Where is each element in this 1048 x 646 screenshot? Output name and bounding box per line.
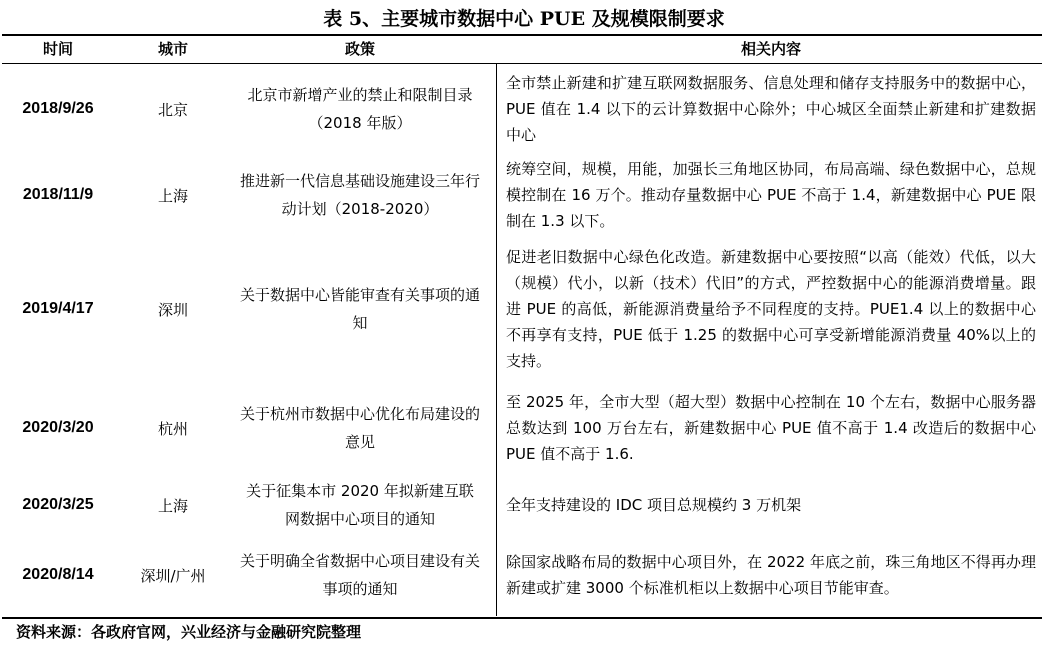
table-title: 表 5、主要城市数据中心 PUE 及规模限制要求 — [323, 8, 725, 30]
row-date: 2020/8/14 — [22, 566, 94, 583]
row-policy-text: 关于杭州市数据中心优化布局建设的意见 — [240, 405, 481, 451]
row-city: 上海 — [157, 496, 188, 515]
row-policy-text: 关于数据中心皆能审查有关事项的通知 — [240, 286, 481, 332]
row-content-text: 促进老旧数据中心绿色化改造。新建数据中心要按照“以高（能效）代低，以大（规模）代小，以新（技术）代旧”的方式，严控数据中心的能源消费增量。跟进 PUE 的高低，新能源消费量给予不同程度的支持。PUE1.4 以上的数据中心不再享有支持，PUE 低于 1.25 的数据中心可享受新增能源消费量 40%以上的支持。 — [506, 248, 1036, 370]
header-city: 城市 — [157, 40, 188, 58]
bottom-rule — [2, 617, 1042, 619]
row-content-text: 统筹空间，规模，用能，加强长三角地区协同，布局高端、绿色数据中心，总规模控制在 16 万个。推动存量数据中心 PUE 不高于 1.4，新建数据中心 PUE 限制在 1.3 以下。 — [506, 160, 1036, 230]
source-note: 资料来源：各政府官网，兴业经济与金融研究院整理 — [16, 623, 362, 641]
table-row — [2, 66, 1042, 152]
row-date: 2019/4/17 — [22, 300, 94, 317]
row-content-text: 全市禁止新建和扩建互联网数据服务、信息处理和储存支持服务中的数据中心，PUE 值在 1.4 以下的云计算数据中心除外；中心城区全面禁止新建和扩建数据中心 — [506, 74, 1036, 144]
row-city: 北京 — [157, 100, 188, 119]
row-policy — [240, 534, 480, 616]
row-content — [506, 380, 1036, 476]
table-row — [2, 534, 1042, 616]
table-row — [2, 380, 1042, 476]
row-city: 上海 — [157, 186, 188, 205]
row-content-text: 全年支持建设的 IDC 项目总规模约 3 万机架 — [506, 496, 802, 514]
row-city: 深圳/广州 — [140, 566, 206, 585]
row-city: 深圳 — [157, 300, 188, 319]
header-content: 相关内容 — [740, 40, 801, 58]
header-rule — [2, 63, 1042, 64]
row-date: 2018/9/26 — [22, 100, 94, 117]
row-policy — [240, 238, 480, 380]
row-content-text: 除国家战略布局的数据中心项目外，在 2022 年底之前，珠三角地区不得再办理新建或扩建 3000 个标准机柜以上数据中心项目节能审查。 — [506, 553, 1036, 597]
row-content-text: 至 2025 年，全市大型（超大型）数据中心控制在 10 个左右，数据中心服务器总数达到 100 万台左右，新建数据中心 PUE 值不高于 1.4 改造后的数据中心 PUE 值不高于 1.6. — [506, 393, 1036, 463]
row-policy — [240, 476, 480, 534]
row-policy — [240, 380, 480, 476]
row-content — [506, 152, 1036, 238]
row-policy — [240, 66, 480, 152]
row-content — [506, 534, 1036, 616]
row-date: 2020/3/20 — [22, 419, 94, 436]
row-policy-text: 北京市新增产业的禁止和限制目录（2018 年版） — [247, 86, 473, 132]
row-content — [506, 476, 1036, 534]
header-date: 时间 — [42, 40, 73, 58]
table-row — [2, 238, 1042, 380]
row-policy-text: 关于征集本市 2020 年拟新建互联网数据中心项目的通知 — [246, 482, 474, 528]
row-date: 2020/3/25 — [22, 496, 94, 513]
row-date: 2018/11/9 — [22, 186, 94, 203]
table-row — [2, 476, 1042, 534]
row-policy-text: 关于明确全省数据中心项目建设有关事项的通知 — [240, 552, 481, 598]
table-row — [2, 152, 1042, 238]
row-policy-text: 推进新一代信息基础设施建设三年行动计划（2018-2020） — [240, 172, 481, 218]
row-content — [506, 66, 1036, 152]
row-policy — [240, 152, 480, 238]
row-city: 杭州 — [157, 419, 188, 438]
header-policy: 政策 — [344, 40, 375, 58]
row-content — [506, 238, 1036, 380]
